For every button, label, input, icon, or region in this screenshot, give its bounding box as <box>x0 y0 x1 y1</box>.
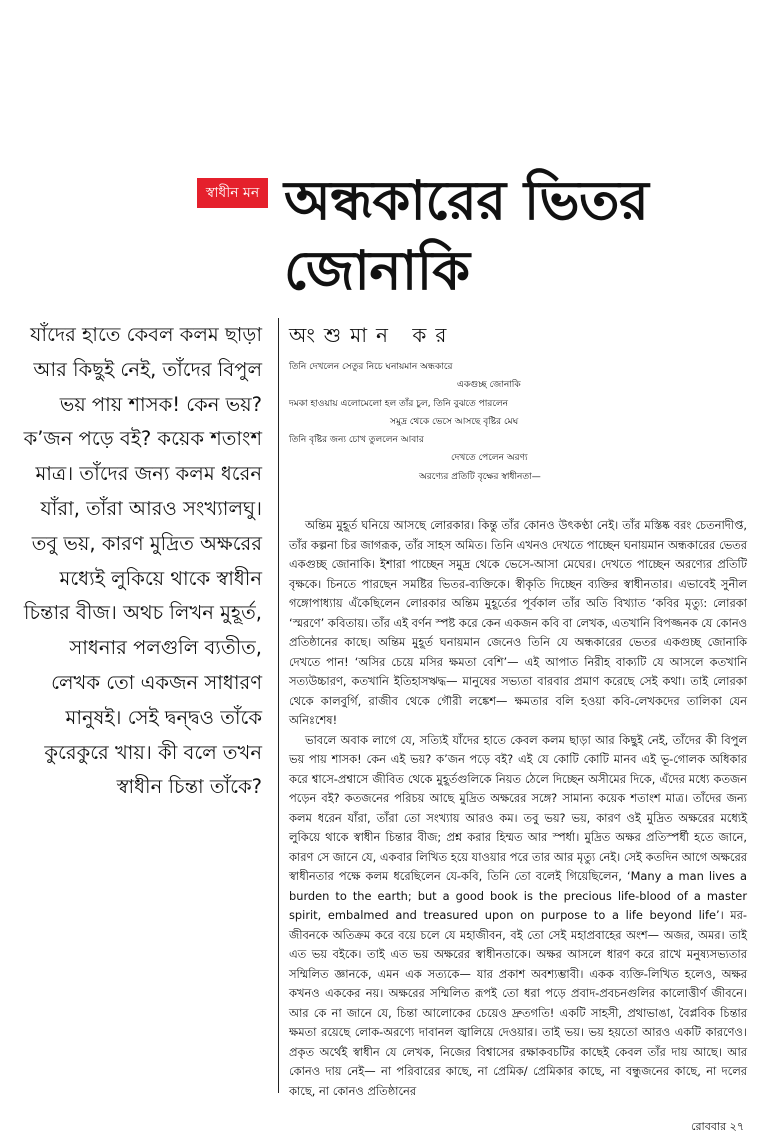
page-footer: রোববার ২৭ <box>691 1120 744 1133</box>
body-paragraph: অন্তিম মুহূর্ত ঘনিয়ে আসছে লোরকার। কিন্তু তাঁর কোনও উৎকণ্ঠা নেই। তাঁর মস্তিষ্ক বরং চেতনাদীপ্ত, তাঁর কল্পনা চির জাগরূক, তাঁর সাহস অমিত। তিনি এখনও দেখতে পাচ্ছেন ঘনায়মান অন্ধকারের ভেতর একগুচ্ছ জোনাকি। ইশারা পাচ্ছেন সমুদ্র থেকে ভেসে-আসা মেঘের। দেখতে পাচ্ছেন অরণ্যের প্রতিটি বৃক্ষকে। চিনতে পারছেন সমষ্টির ভিতর-ব্যক্তিকে। স্বীকৃতি দিচ্ছেন ব্যক্তির স্বাধীনতার। এভাবেই সুনীল গঙ্গোপাধ্যায় এঁকেছিলেন লোরকার অন্তিম মুহূর্তের পূর্বকাল তাঁর অতি বিখ্যাত ‘কবির মৃত্যু: লোরকা ‘স্মরণে’ কবিতায়। তাঁর এই বর্ণন স্পষ্ট করে কেন একজন কবি বা লেখক, এতখানি বিপজ্জনক যে কোনও প্রতিষ্ঠানের কাছে। অন্তিম মুহূর্ত ঘনায়মান জেনেও তিনি যে অন্ধকারের ভেতর একগুচ্ছ জোনাকি দেখতে পান! ‘অসির চেয়ে মসির ক্ষমতা বেশি’— এই আপাত নিরীহ বাক্যটি যে আসলে কতখানি সত্যউচ্চারণ, কতখানি ইতিহাসঋদ্ধ— মানুষের সভ্যতা বারবার প্রমাণ করেছে সেই কথা। তাই লোরকা থেকে কালবুর্গি, রাজীব থেকে গৌরী লঙ্কেশ— ক্ষমতার বলি হওয়া কবি-লেখকদের তালিকা যেন অনিঃশেষ! <box>289 518 748 727</box>
pull-quote <box>20 318 262 805</box>
pull-quote-text: যাঁদের হাতে কেবল কলম ছাড়া আর কিছুই নেই, তাঁদের বিপুল ভয় পায় শাসক! কেন ভয়? ক’জন পড়ে বই? কয়েক শতাংশ মাত্র। তাঁদের জন্য কলম ধরেন যাঁরা, তাঁরা আরও সংখ্যালঘু। তবু ভয়, কারণ মুদ্রিত অক্ষরের মধ্যেই লুকিয়ে থাকে স্বাধীন চিন্তার বীজ। অথচ লিখন মুহূর্ত, সাধনার পলগুলি ব্যতীত, লেখক তো একজন সাধারণ মানুষই। সেই দ্বন্দ্বও তাঁকে কুরেকুরে খায়। কী বলে তখন স্বাধীন চিন্তা তাঁকে? <box>23 323 262 799</box>
body-paragraph: ভাবলে অবাক লাগে যে, সত্যিই যাঁদের হাতে কেবল কলম ছাড়া আর কিছুই নেই, তাঁদের কী বিপুল ভয় পায় শাসক! কেন এই ভয়? ক’জন পড়ে বই? এই যে কোটি কোটি মানব এই ভূ-গোলক অধিকার করে শ্বাসে-প্রশ্বাসে জীবিত থেকে মুহূর্তগুলিকে নিয়ত ঠেলে দিচ্ছেন অসীমের দিকে, এঁদের মধ্যে কতজন পড়েন বই? কতজনের পরিচয় আছে মুদ্রিত অক্ষরের সঙ্গে? সামান্য কয়েক শতাংশ মাত্র। তাঁদের জন্য কলম ধরেন যাঁরা, তাঁরা তো সংখ্যায় আরও কম। তবু ভয়? ভয়, কারণ ওই মুদ্রিত অক্ষরের মধ্যেই লুকিয়ে থাকে স্বাধীন চিন্তার বীজ; প্রশ্ন করার হিম্মত আর স্পর্ধা। মুদ্রিত অক্ষর প্রতিস্পর্ধী হতে জানে, কারণ সে জানে যে, একবার লিখিত হয়ে যাওয়ার পরে তার আর মৃত্যু নেই। সেই কতদিন আগে অক্ষরের স্বাধীনতার পক্ষে কলম ধরেছিলেন যে-কবি, তিনি তো বলেই গিয়েছিলেন, ‘Many a man lives a burden to the earth; but a good book is the precious life-blood of a master spirit, embalmed and treasured upon on purpose to a life beyond life’। মর-জীবনকে অতিক্রম করে বয়ে চলে যে মহাজীবন, বই তো সেই মহাপ্রবাহের অংশ— অজর, অমর। তাই এত ভয় বইকে। তাই এত ভয় অক্ষরের স্বাধীনতাকে। অক্ষর আসলে ধারণ করে রাখে মনুষ্যসভ্যতার সম্মিলিত জ্ঞানকে, এমন এক সত্যকে— যার প্রকাশ অবশ্যম্ভাবী। একক ব্যক্তি-লিখিত হলেও, অক্ষর কখনও এককের নয়। অক্ষরের সম্মিলিত রূপই তো ধরা পড়ে প্রবাদ-প্রবচনগুলির কালোত্তীর্ণ জীবনে। আর কে না জানে যে, চিন্তা আলোকের চেয়েও দ্রুতগতি! একটি সাহসী, প্রথাভাঙা, বৈপ্লবিক চিন্তার ক্ষমতা রয়েছে লোক-অরণ্যে দাবানল জ্বালিয়ে দেওয়ার। তাই ভয়। ভয় হয়তো আরও একটি কারণেও। প্রকৃত অর্থেই স্বাধীন যে লেখক, নিজের বিশ্বাসের রক্ষাকবচটির কাছেই কেবল তাঁর দায় আছে। আর কোনও দায় নেই— না পরিবারের কাছে, না প্রেমিক/ প্রেমিকার কাছে, না বন্ধুজনের কাছে, না দলের কাছে, না কোনও প্রতিষ্ঠানের <box>289 732 747 1098</box>
column-tag: স্বাধীন মন <box>197 178 268 208</box>
poem-excerpt <box>289 358 749 486</box>
column-divider <box>278 318 279 1093</box>
byline: অংশুমান কর <box>289 323 456 347</box>
poem-line: একগুচ্ছ জোনাকি <box>457 380 521 391</box>
poem-line: সমুদ্র থেকে ভেসে আসছে বৃষ্টির মেঘ <box>390 416 519 427</box>
poem-line: তিনি দেখলেন সেতুর নিচে ঘনায়মান অন্ধকারে <box>289 362 453 372</box>
article-title: অন্ধকারের ভিতর জোনাকি <box>284 169 649 302</box>
poem-line: দেখতে পেলেন অরণ্য <box>451 453 528 464</box>
article-body <box>289 516 747 1101</box>
poem-line: অরণ্যের প্রতিটি বৃক্ষের স্বাধীনতা— <box>419 471 541 482</box>
poem-line: তিনি বৃষ্টির জন্য চোখ তুললেন আবার <box>289 435 424 446</box>
poem-line: দমকা হাওয়ায় এলোমেলো হল তাঁর চুল, তিনি বুঝতে পারলেন <box>289 398 509 409</box>
